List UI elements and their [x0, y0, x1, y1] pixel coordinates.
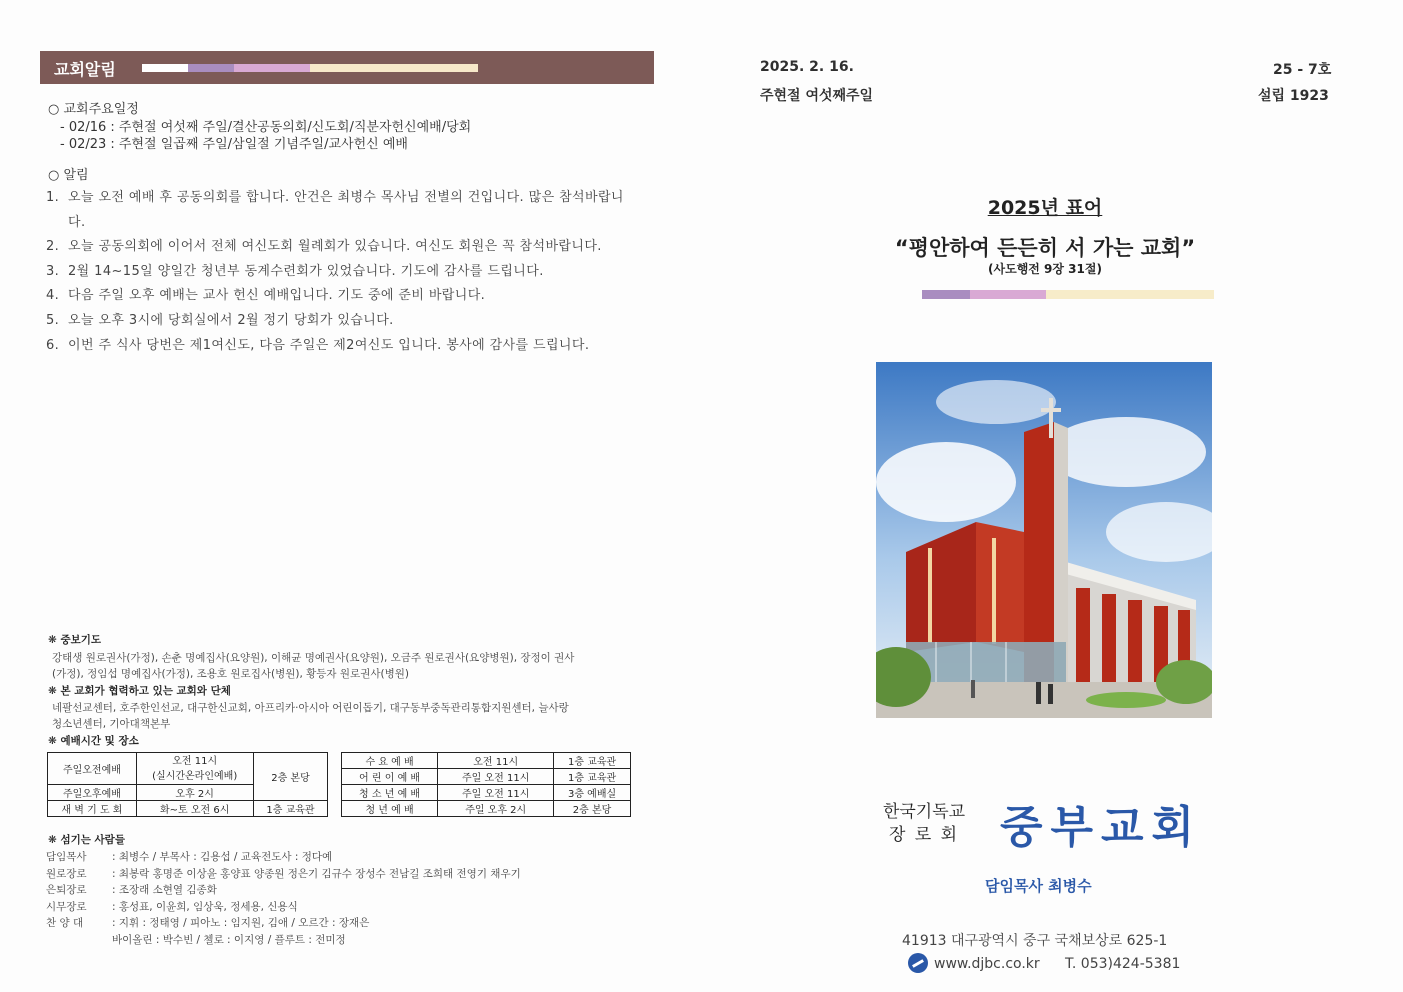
staff-heading: ❋ 섬기는 사람들 — [48, 834, 125, 846]
worship-time: 오전 11시 (실시간온라인예배) — [136, 753, 253, 785]
worship-place: 2층 본당 — [554, 801, 631, 817]
notice-item: 4. 다음 주일 오후 예배는 교사 헌신 예배입니다. 기도 중에 준비 바랍니다. — [46, 288, 486, 304]
motto-text: “평안하여 든든히 서 가는 교회” — [894, 236, 1196, 260]
partners-heading: ❋ 본 교회가 협력하고 있는 교회와 단체 — [48, 685, 231, 697]
header-stripe — [142, 64, 188, 72]
motto-title: 2025년 표어 — [987, 197, 1103, 219]
worship-name: 청 소 년 예 배 — [341, 785, 437, 801]
globe-icon — [908, 953, 928, 973]
liturgical-week: 주현절 여섯째주일 — [760, 88, 874, 104]
church-website[interactable]: www.djbc.co.kr — [934, 956, 1040, 972]
staff-row: 원로장로 : 최봉락 홍명준 이상윤 홍양표 양종원 정은기 김규수 장성수 전남길 조희태 전영기 채우기 — [46, 867, 521, 880]
staff-list — [46, 849, 521, 948]
notice-header-bar — [40, 51, 654, 84]
table-gap — [328, 753, 341, 817]
motto-stripe — [922, 290, 1214, 299]
motto-reference: (사도행전 9장 31절) — [988, 262, 1102, 276]
notice-item: 5. 오늘 오후 3시에 당회실에서 2월 정기 당회가 있습니다. — [46, 312, 394, 328]
schedule-item: - 02/23 : 주현절 일곱째 주일/삼일절 기념주일/교사헌신 예배 — [60, 137, 408, 152]
senior-pastor: 담임목사 최병수 — [985, 877, 1092, 895]
intercession-heading: ❋ 중보기도 — [48, 634, 102, 646]
worship-place: 1층 교육관 — [554, 769, 631, 785]
church-phone: T. 053)424-5381 — [1065, 956, 1181, 972]
notice-item: 6. 이번 주 식사 당번은 제1여신도, 다음 주일은 제2여신도 입니다. 봉사에 감사를 드립니다. — [46, 337, 590, 353]
issue-date: 2025. 2. 16. — [760, 59, 854, 75]
worship-name: 어 린 이 예 배 — [341, 769, 437, 785]
worship-name: 청 년 예 배 — [341, 801, 437, 817]
denomination-line1: 한국기독교 — [882, 802, 966, 822]
intercession-line: 강태생 원로권사(가정), 손춘 명예집사(요양원), 이해균 명예권사(요양원), 오금주 원로권사(요양병원), 장정이 권사 — [52, 652, 575, 664]
notice-item: 3. 2월 14~15일 양일간 청년부 동계수련회가 있었습니다. 기도에 감사를 드립니다. — [46, 263, 544, 279]
staff-row: 은퇴장로 : 조장래 소현열 김종화 — [46, 884, 217, 896]
worship-name: 새 벽 기 도 회 — [48, 801, 137, 817]
worship-time: 주일 오후 2시 — [438, 801, 554, 817]
notice-item: 2. 오늘 공동의회에 이어서 전체 여신도회 월례회가 있습니다. 여신도 회원은 꼭 참석바랍니다. — [46, 239, 602, 255]
worship-place: 1층 교육관 — [554, 753, 631, 769]
staff-row: 바이올린 : 박수빈 / 첼로 : 이지영 / 플루트 : 전미정 — [112, 933, 346, 946]
partners-line: 네팔선교센터, 호주한인선교, 대구한신교회, 아프리카·아시아 어린이돕기, 대구동부중독관리통합지원센터, 늘사랑 — [52, 702, 569, 714]
header-stripe — [234, 64, 310, 72]
notice-item: 1. 오늘 오전 예배 후 공동의회를 합니다. 안건은 최병수 목사님 전별의 건입니다. 많은 참석바랍니다. — [46, 190, 624, 230]
notice-header-title: 교회알림 — [54, 60, 116, 79]
staff-row: 담임목사 : 최병수 / 부목사 : 김용섭 / 교육전도사 : 정다예 — [46, 851, 333, 863]
intercession-line: (가정), 정임섭 명예집사(가정), 조용호 원로집사(병원), 황등자 원로권사(병원) — [52, 668, 409, 680]
staff-row: 찬 양 대 : 지휘 : 정태영 / 피아노 : 임지원, 김애 / 오르간 : 장재은 — [46, 917, 370, 929]
worship-heading: ❋ 예배시간 및 장소 — [48, 735, 139, 747]
notice-list — [46, 186, 636, 358]
worship-time: 화~토 오전 6시 — [136, 801, 253, 817]
worship-name: 주일오전예배 — [48, 753, 137, 785]
worship-name: 수 요 예 배 — [341, 753, 437, 769]
header-stripe — [188, 64, 234, 72]
founded-year: 설립 1923 — [1258, 88, 1329, 104]
church-name: 중부교회 — [1000, 802, 1203, 853]
denomination-line2: 장 로 회 — [888, 825, 960, 845]
worship-place: 3층 예배실 — [554, 785, 631, 801]
schedule-heading: ○ 교회주요일정 — [48, 102, 139, 117]
worship-time: 주일 오전 11시 — [438, 785, 554, 801]
worship-time: 오전 11시 — [438, 753, 554, 769]
worship-place: 1층 교육관 — [253, 801, 328, 817]
schedule-item: - 02/16 : 주현절 여섯째 주일/결산공동의회/신도회/직분자헌신예배/당회 — [60, 120, 472, 135]
partners-line: 청소년센터, 기아대책본부 — [52, 718, 171, 730]
church-illustration — [876, 362, 1212, 718]
worship-name: 주일오후예배 — [48, 785, 137, 801]
notices-heading: ○ 알림 — [48, 168, 89, 183]
worship-table — [47, 752, 631, 817]
header-stripe — [310, 64, 478, 72]
church-address: 41913 대구광역시 중구 국채보상로 625-1 — [902, 933, 1168, 949]
worship-place: 2층 본당 — [253, 753, 328, 801]
issue-number: 25 - 7호 — [1273, 62, 1332, 78]
staff-row: 시무장로 : 홍성표, 이윤희, 임상욱, 정세용, 신용식 — [46, 900, 298, 913]
worship-time: 주일 오전 11시 — [438, 769, 554, 785]
worship-time: 오후 2시 — [136, 785, 253, 801]
